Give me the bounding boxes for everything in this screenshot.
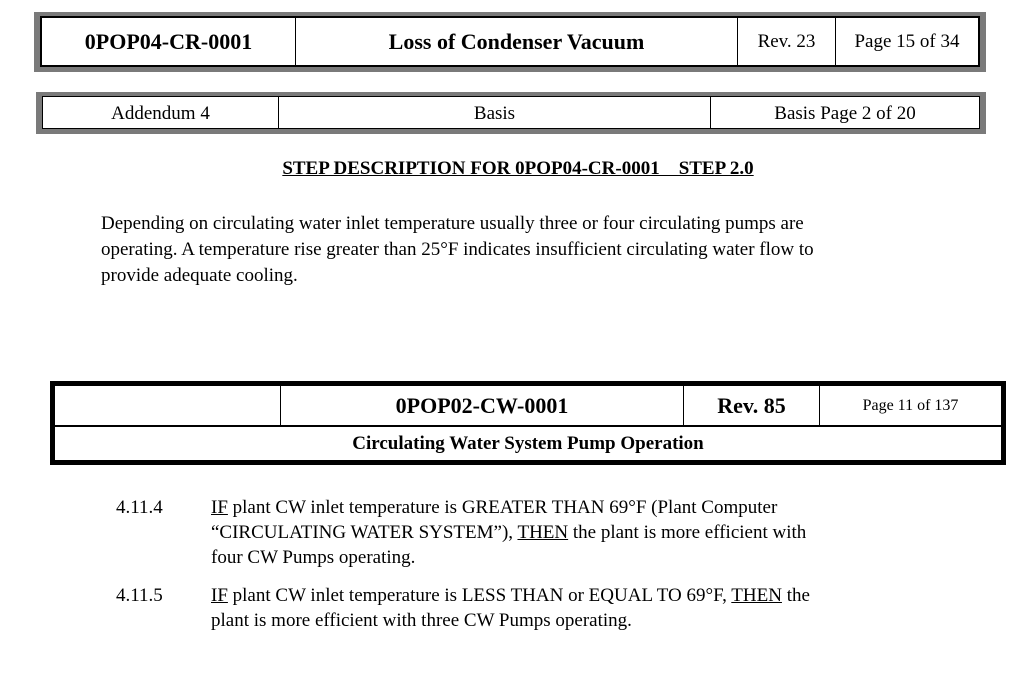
step-text-fragment: the (781, 585, 810, 606)
referenced-document-number: 0POP02-CW-0001 (281, 386, 684, 425)
referenced-revision: Rev. 85 (684, 386, 820, 425)
document-number: 0POP04-CR-0001 (42, 18, 296, 65)
step-line (211, 583, 971, 608)
description-paragraph (101, 211, 961, 289)
step-line: four CW Pumps operating. (211, 547, 416, 568)
step-text (211, 583, 971, 633)
referenced-procedure-title: Circulating Water System Pump Operation (352, 432, 704, 454)
step-description-heading: STEP DESCRIPTION FOR 0POP04-CR-0001 STEP 2.0 (282, 158, 754, 179)
blank-cell (55, 386, 281, 425)
then-keyword: THEN (731, 585, 782, 606)
addendum-header-row (42, 96, 980, 129)
step-line (211, 520, 971, 545)
section-label: Basis (279, 97, 711, 128)
description-line: provide adequate cooling. (101, 265, 298, 286)
description-line: operating. A temperature rise greater than 25°F indicates insufficient circulating water flow to (101, 239, 814, 260)
referenced-procedure-row (55, 386, 1001, 427)
step-number: 4.11.4 (116, 497, 163, 518)
procedure-header-row (40, 16, 980, 67)
step-text (211, 495, 971, 570)
step-line: plant is more efficient with three CW Pumps operating. (211, 610, 632, 631)
referenced-page-number: Page 11 of 137 (862, 396, 959, 414)
step-number: 4.11.5 (116, 585, 163, 606)
step-text-fragment: the plant is more efficient with (568, 522, 807, 543)
step-line (211, 495, 971, 520)
step-text-fragment: plant CW inlet temperature is GREATER THAN 69°F (Plant Computer (227, 497, 778, 518)
page-number: Page 15 of 34 (854, 30, 960, 52)
document-title: Loss of Condenser Vacuum (296, 18, 738, 65)
procedure-step (116, 495, 936, 575)
procedure-header-table (34, 12, 986, 72)
step-text-fragment: plant CW inlet temperature is LESS THAN or EQUAL TO 69°F, (227, 585, 732, 606)
if-keyword: IF (211, 585, 228, 606)
revision-number: Rev. 23 (738, 18, 836, 65)
basis-page-number: Basis Page 2 of 20 (774, 102, 916, 124)
procedure-step (116, 583, 936, 635)
then-keyword: THEN (517, 522, 569, 543)
addendum-header-table (36, 92, 986, 134)
addendum-label: Addendum 4 (43, 97, 279, 128)
if-keyword: IF (211, 497, 228, 518)
referenced-procedure-table (50, 381, 1006, 465)
step-text-fragment: “CIRCULATING WATER SYSTEM”), (211, 522, 518, 543)
description-line: Depending on circulating water inlet temperature usually three or four circulating pumps are (101, 213, 804, 234)
